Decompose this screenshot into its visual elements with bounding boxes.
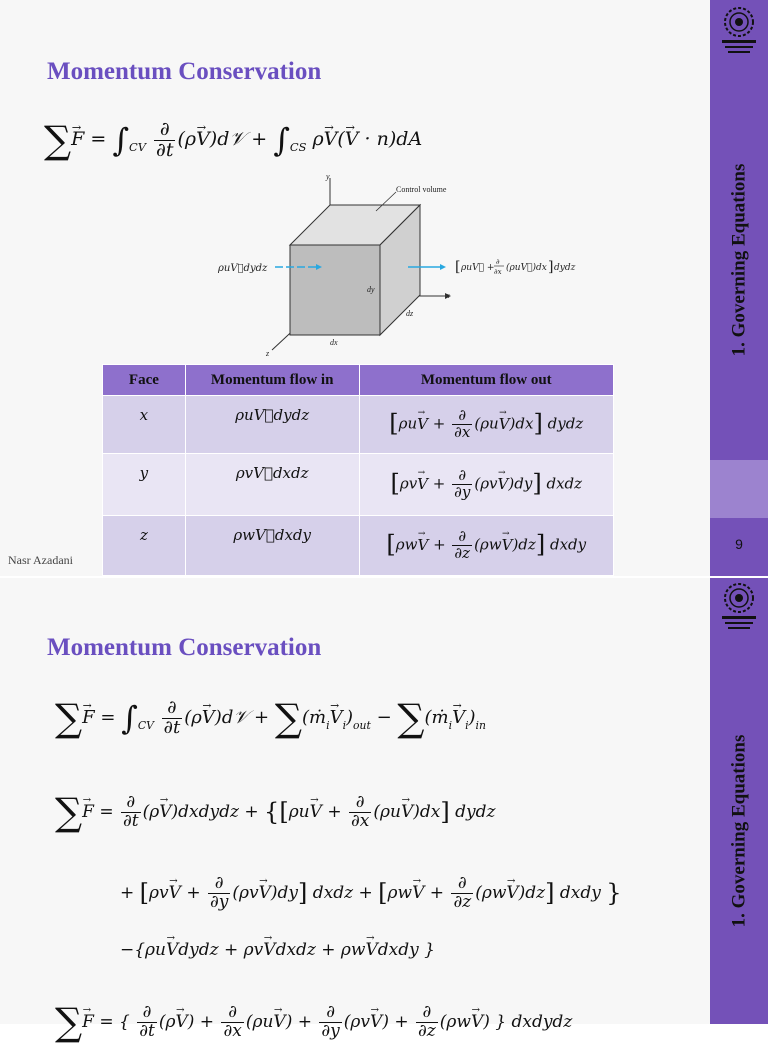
- axis-x-label: x: [446, 291, 450, 300]
- dx-label: dx: [330, 338, 338, 347]
- face-cell: z: [103, 516, 186, 576]
- sidebar-highlight: [710, 460, 768, 518]
- face-cell: x: [103, 396, 186, 454]
- equation-expanded-line-1: ∑→ F = $\frac{\partial}{\partial t}$ (ρ→ V)dxdydz + {[ρu→ V + $\frac{\partial}{\partial x}$ (ρu→ V)dx] dydz: [55, 790, 495, 834]
- table-header-in: Momentum flow in: [185, 365, 359, 396]
- svg-text:]: ]: [548, 259, 554, 275]
- inflow-label: ρuV⃗dydz: [218, 263, 268, 274]
- inflow-cell: ρwV⃗dxdy: [185, 516, 359, 576]
- dy-label: dy: [367, 285, 375, 294]
- outflow-cell: [ρw→ V + $\frac{\partial}{\partial z}$ (ρw→ V)dz] dxdy: [359, 516, 613, 576]
- table-row: [103, 516, 614, 576]
- equation-expanded-line-2: + [ρv→ V + $\frac{\partial}{\partial y}$ (ρv→ V)dy] dxdz + [ρw→ V + $\frac{\partial}{\partial z}$ (ρw→ V)dz] dxdy }: [120, 875, 622, 912]
- momentum-flow-table: [102, 364, 614, 576]
- axis-z-label: z: [266, 349, 270, 358]
- sidebar-title: [710, 638, 768, 1024]
- outflow-cell: [ρv→ V + $\frac{\partial}{\partial y}$ (ρv→ V)dy] dxdz: [359, 454, 613, 516]
- sidebar: [710, 578, 768, 1024]
- axis-y-label: y: [326, 172, 330, 181]
- slide-2: [0, 578, 768, 1044]
- svg-text:ρuV⃗ +: ρuV⃗ +: [461, 263, 495, 273]
- svg-text:∂x: ∂x: [494, 268, 502, 276]
- university-logo-icon: [716, 580, 762, 634]
- equation-integral-form: ∑→ $F = \int_{CV}$ $\frac{\partial}{\partial t}$ (ρ→ V)d𝒱 + $\int_{CS}$ ρ→ V(→ V · n)dA: [44, 118, 422, 162]
- university-logo-icon: [716, 4, 762, 58]
- page-title: Momentum Conservation: [47, 58, 322, 85]
- svg-text:(ρuV⃗)dx: (ρuV⃗)dx: [506, 263, 547, 273]
- sidebar-title: [710, 60, 768, 460]
- table-header-out: Momentum flow out: [359, 365, 613, 396]
- table-row: [103, 454, 614, 516]
- face-cell: y: [103, 454, 186, 516]
- table-header-face: Face: [103, 365, 186, 396]
- outflow-label: [455, 258, 576, 276]
- sidebar-title-text: 1. Governing Equations: [728, 163, 749, 357]
- inflow-cell: ρuV⃗dydz: [185, 396, 359, 454]
- svg-text:∂: ∂: [496, 258, 500, 266]
- inflow-cell: ρvV⃗dxdz: [185, 454, 359, 516]
- author-footer: Nasr Azadani: [8, 553, 73, 567]
- sidebar: [710, 0, 768, 576]
- control-volume-diagram: [200, 170, 620, 360]
- dz-label: dz: [406, 309, 414, 318]
- page-title: Momentum Conservation: [47, 634, 322, 661]
- control-volume-label: Control volume: [396, 185, 447, 194]
- sidebar-title-text: 1. Governing Equations: [728, 734, 749, 928]
- equation-expanded-line-3: −{ρu→ Vdydz + ρv→ Vdxdz + ρw→ Vdxdy }: [120, 940, 435, 960]
- equation-discrete-form: ∑→ $F = \int_{CV}$ $\frac{\partial}{\partial t}$ (ρ→ V)d𝒱 + ∑(ṁ$_i$→ $V_i)_{out}$ − ∑(ṁ$_i$→ $V_i)_{in}$: [55, 696, 486, 740]
- outflow-cell: [ρu→ V + $\frac{\partial}{\partial x}$ (ρu→ V)dx] dydz: [359, 396, 613, 454]
- table-row: [103, 396, 614, 454]
- svg-text:[: [: [455, 259, 461, 275]
- page-number: 9: [735, 536, 743, 552]
- equation-partial-next: ∑→ F = { $\frac{\partial}{\partial t}$ (ρ→ V) + $\frac{\partial}{\partial x}$ (ρu→ V) + $\frac{\partial}{\partial y}$ (ρv→ V) + $\frac{\partial}{\partial z}$ (ρw→ V) } dxdydz: [55, 1000, 572, 1044]
- svg-text:dydz: dydz: [554, 263, 576, 273]
